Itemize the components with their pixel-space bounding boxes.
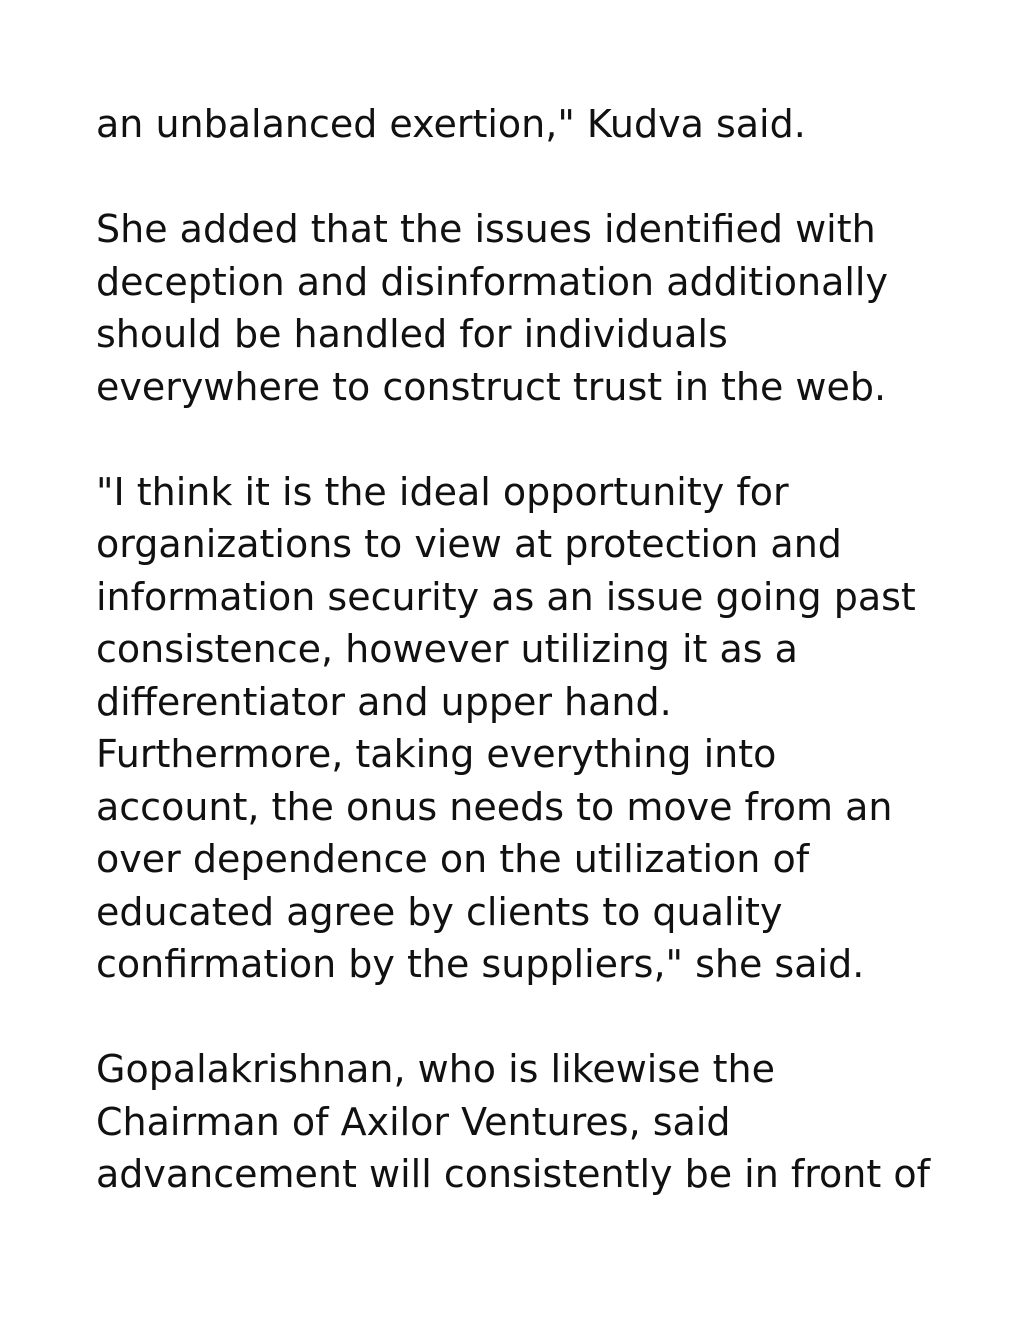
text-line: advancement will consistently be in front of [96,1152,930,1196]
text-line: over dependence on the utilization of [96,837,810,881]
text-line: Gopalakrishnan, who is likewise the [96,1047,775,1091]
text-line: information security as an issue going past [96,574,916,619]
paragraph-gopalakrishnan [96,1043,976,1201]
text-line: confirmation by the suppliers," she said. [96,942,865,986]
text-line: differentiator and upper hand. [96,679,672,724]
text-line: consistence, however utilizing it as a [96,627,798,671]
document-page [96,98,976,1253]
text-line: educated agree by clients to quality [96,889,783,934]
paragraph-kudva-quote-end [96,98,976,151]
text-line: everywhere to construct trust in the web. [96,364,887,409]
text-line: "I think it is the ideal opportunity for [96,469,789,514]
text-line: deception and disinformation additionally [96,259,888,304]
text-line: Chairman of Axilor Ventures, said [96,1099,731,1144]
text-line: organizations to view at protection and [96,522,842,566]
text-line: Furthermore, taking everything into [96,732,777,776]
text-line: an unbalanced exertion," Kudva said. [96,102,806,146]
paragraph-ideal-opportunity-quote [96,466,976,991]
text-line: She added that the issues identified with [96,207,876,251]
text-line: account, the onus needs to move from an [96,784,893,829]
paragraph-deception-disinformation [96,203,976,413]
text-line: should be handled for individuals [96,312,728,356]
